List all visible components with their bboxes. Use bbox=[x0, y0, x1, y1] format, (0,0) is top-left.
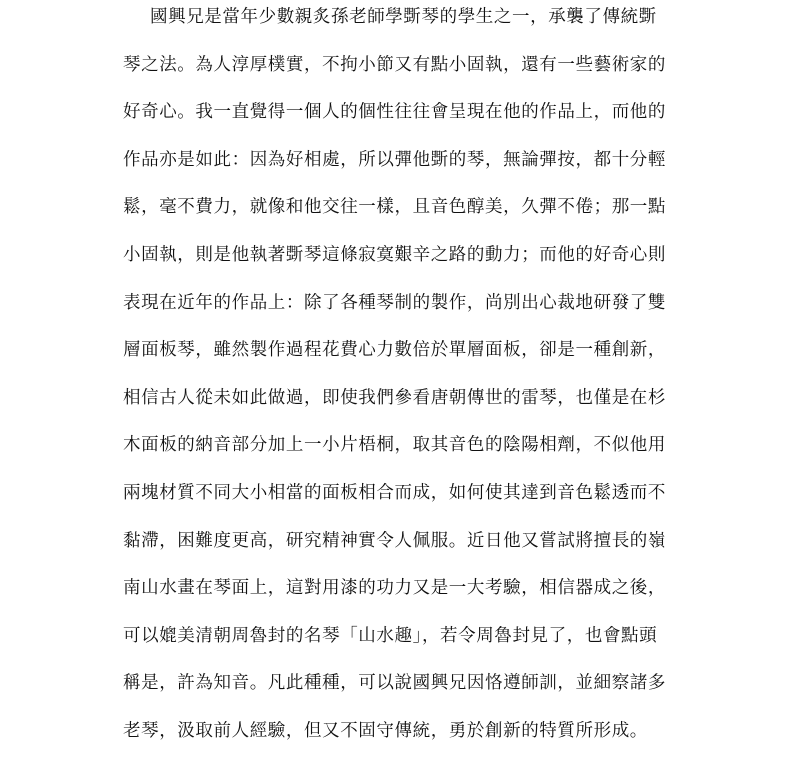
text-line: 木面板的納音部分加上一小片梧桐，取其音色的陰陽相劑，不似他用 bbox=[123, 435, 666, 456]
text-line: 鬆，毫不費力，就像和他交往一樣，且音色醇美，久彈不倦；那一點 bbox=[123, 197, 666, 218]
text-line: 國興兄是當年少數親炙孫老師學斲琴的學生之一，承襲了傳統斲 bbox=[150, 7, 657, 27]
text-line: 老琴，汲取前人經驗，但又不固守傳統，勇於創新的特質所形成。 bbox=[123, 720, 648, 741]
text-line: 稱是，許為知音。凡此種種，可以說國興兄因恪遵師訓，並細察諸多 bbox=[123, 673, 666, 694]
paragraph bbox=[123, 2, 693, 764]
text-line: 作品亦是如此：因為好相處，所以彈他斲的琴，無論彈按，都十分輕 bbox=[123, 149, 666, 170]
text-line: 表現在近年的作品上：除了各種琴制的製作，尚別出心裁地研發了雙 bbox=[123, 292, 666, 313]
text-line: 兩塊材質不同大小相當的面板相合而成，如何使其達到音色鬆透而不 bbox=[123, 482, 666, 503]
text-line: 可以媲美清朝周魯封的名琴「山水趣」，若令周魯封見了，也會點頭 bbox=[123, 625, 658, 646]
text-line: 層面板琴，雖然製作過程花費心力數倍於單層面板，卻是一種創新， bbox=[123, 340, 666, 361]
text-line: 相信古人從未如此做過，即使我們參看唐朝傳世的雷琴，也僅是在杉 bbox=[123, 387, 666, 408]
text-line: 黏滯，困難度更高，研究精神實令人佩服。近日他又嘗試將擅長的嶺 bbox=[123, 530, 666, 551]
text-line: 琴之法。為人淳厚樸實，不拘小節又有點小固執，還有一些藝術家的 bbox=[123, 54, 666, 75]
text-line: 好奇心。我一直覺得一個人的個性往往會呈現在他的作品上，而他的 bbox=[123, 102, 666, 123]
text-line: 小固執，則是他執著斲琴這條寂寞艱辛之路的動力；而他的好奇心則 bbox=[123, 244, 666, 265]
text-line: 南山水畫在琴面上，這對用漆的功力又是一大考驗，相信器成之後， bbox=[123, 578, 666, 599]
